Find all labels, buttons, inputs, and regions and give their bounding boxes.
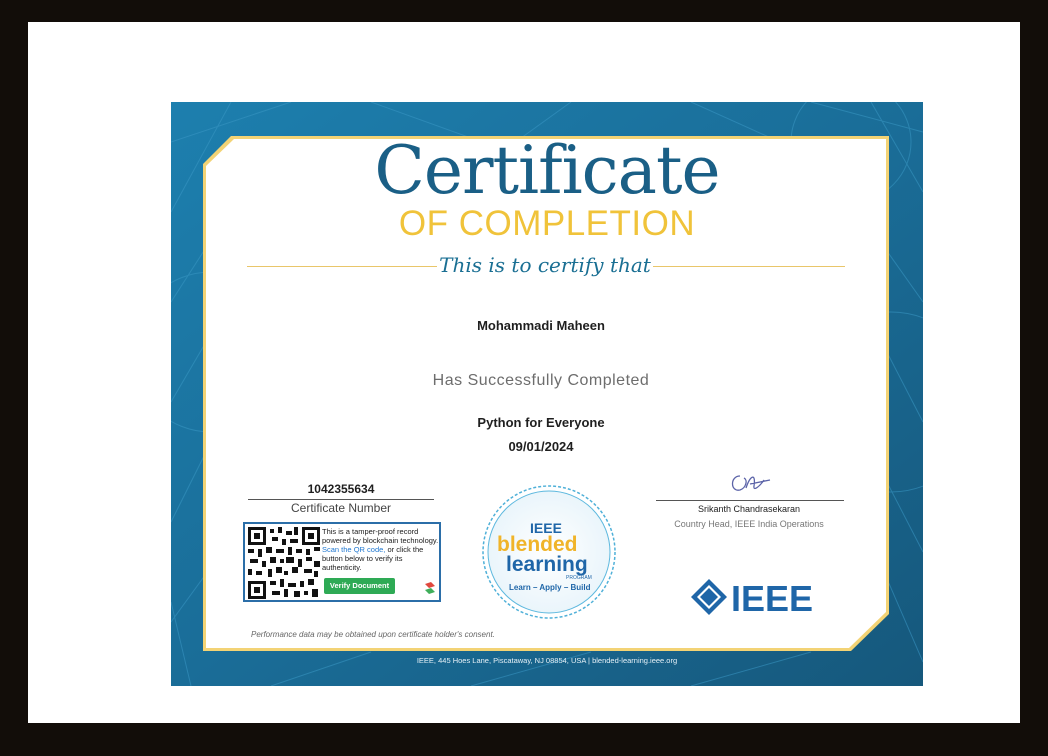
ieee-logo-text: IEEE — [731, 578, 814, 616]
certificate-number: 1042355634 — [307, 482, 375, 496]
verification-text-2: or click the button below to verify its authenticity. — [322, 545, 424, 572]
certificate-subtitle: OF COMPLETION — [398, 204, 696, 243]
recipient-name: Mohammadi Maheen — [477, 318, 605, 333]
badge-tagline: Learn – Apply – Build — [509, 583, 591, 592]
signature-icon — [726, 466, 776, 498]
completion-date: 09/01/2024 — [508, 439, 574, 454]
signer-name: Srikanth Chandrasekaran — [697, 504, 801, 514]
divider-right — [653, 266, 845, 267]
certificate-number-label: Certificate Number — [290, 501, 392, 515]
divider-left — [247, 266, 437, 267]
ieee-logo — [690, 578, 818, 616]
verification-text-1: This is a tamper-proof record powered by blockchain technology. — [322, 527, 439, 545]
signature-rule — [656, 500, 844, 501]
blockchain-logo-icon — [423, 580, 437, 596]
blended-learning-badge — [480, 483, 618, 621]
signer-title: Country Head, IEEE India Operations — [674, 519, 824, 529]
qr-code-icon[interactable] — [248, 527, 320, 599]
badge-line3: learning — [506, 553, 588, 576]
verification-text — [322, 527, 440, 572]
course-name: Python for Everyone — [477, 415, 605, 430]
footer-address: IEEE, 445 Hoes Lane, Piscataway, NJ 08854, USA | blended-learning.ieee.org — [416, 656, 678, 665]
disclaimer: Performance data may be obtained upon certificate holder's consent. — [251, 630, 495, 639]
certify-line: This is to certify that — [439, 253, 651, 277]
badge-line4: PROGRAM — [566, 575, 592, 581]
certificate-title: Certificate — [374, 132, 720, 209]
photo-mat — [28, 22, 1020, 723]
verify-document-button[interactable]: Verify Document — [324, 578, 395, 594]
certificate-number-rule — [248, 499, 434, 500]
badge-line1: IEEE — [530, 520, 562, 536]
badge-line2: blended — [497, 533, 578, 556]
scan-qr-link[interactable]: Scan the QR code, — [322, 545, 386, 554]
completed-text: Has Successfully Completed — [432, 372, 650, 389]
certificate — [171, 102, 923, 686]
verification-box — [243, 522, 441, 602]
